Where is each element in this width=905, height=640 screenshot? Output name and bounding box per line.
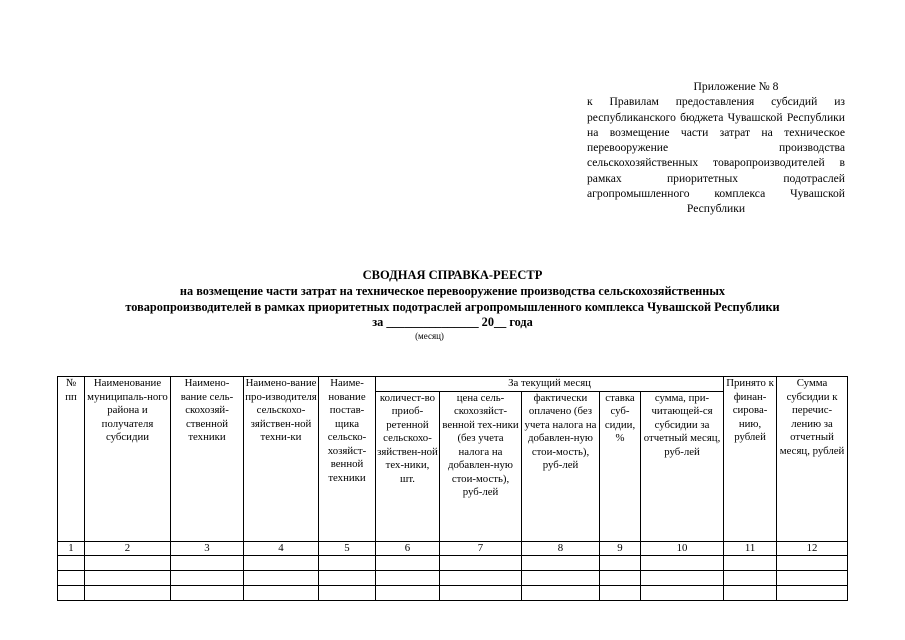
table-cell	[522, 555, 600, 570]
table-cell	[85, 570, 171, 585]
table-cell	[171, 585, 244, 600]
col-header-number: № пп	[58, 377, 85, 542]
table-cell	[440, 555, 522, 570]
table-cell	[58, 570, 85, 585]
column-number: 6	[376, 541, 440, 555]
column-number-row	[58, 541, 848, 555]
table-cell	[522, 585, 600, 600]
table-cell	[319, 570, 376, 585]
table-header-row	[58, 377, 848, 392]
table-cell	[376, 555, 440, 570]
table-cell	[600, 555, 641, 570]
table-cell	[376, 570, 440, 585]
document-subtitle-line-2: товаропроизводителей в рамках приоритетных подотраслей агропромышленного комплекса Чувашской Республики	[125, 299, 780, 314]
col-header-quantity: количест-во приоб-ретенной сельскохо-зяйствен-ной тех-ники, шт.	[376, 391, 440, 541]
col-header-subsidy-total: Сумма субсидии к перечис-лению за отчетный месяц, рублей	[777, 377, 848, 542]
col-header-subsidy-sum: сумма, при-читающей-ся субсидии за отчетный месяц, руб-лей	[641, 391, 724, 541]
table-cell	[440, 585, 522, 600]
column-number: 12	[777, 541, 848, 555]
table-cell	[85, 585, 171, 600]
table-cell	[244, 555, 319, 570]
column-number: 1	[58, 541, 85, 555]
col-header-price: цена сель-скохозяйст-венной тех-ники (без учета налога на добавлен-ную стои-мость), руб-лей	[440, 391, 522, 541]
column-number: 3	[171, 541, 244, 555]
column-number: 4	[244, 541, 319, 555]
col-header-supplier: Наиме-нование постав-щика сельско-хозяйст-венной техники	[319, 377, 376, 542]
table-row	[58, 585, 848, 600]
table-cell	[724, 585, 777, 600]
table-cell	[244, 570, 319, 585]
table-cell	[244, 585, 319, 600]
column-number: 2	[85, 541, 171, 555]
table-cell	[641, 585, 724, 600]
appendix-block	[587, 79, 845, 217]
table-cell	[319, 555, 376, 570]
col-header-manufacturer: Наимено-вание про-изводителя сельскохо-зяйствен-ной техни-ки	[244, 377, 319, 542]
document-subtitle-line-1: на возмещение части затрат на техническое перевооружение производства сельскохозяйственных	[179, 283, 726, 298]
table-cell	[641, 555, 724, 570]
table-cell	[777, 570, 848, 585]
column-number: 8	[522, 541, 600, 555]
table-cell	[600, 570, 641, 585]
col-header-accepted: Принято к финан-сирова-нию, рублей	[724, 377, 777, 542]
month-note: (месяц)	[415, 331, 444, 342]
table-cell	[376, 585, 440, 600]
table-cell	[440, 570, 522, 585]
column-number: 11	[724, 541, 777, 555]
column-number: 7	[440, 541, 522, 555]
table-cell	[85, 555, 171, 570]
table-row	[58, 555, 848, 570]
table-cell	[724, 570, 777, 585]
col-header-paid: фактически оплачено (без учета налога на добавлен-ную стои-мость), руб-лей	[522, 391, 600, 541]
appendix-text: к Правилам предоставления субсидий из республиканского бюджета Чувашской Республики на возмещение части затрат на техническое перевооружение производства сельскохозяйственных товаропроизводителей в рамках приоритетных подотраслей агропромышленного комплекса Чувашской Республики	[587, 95, 845, 216]
column-number: 10	[641, 541, 724, 555]
document-title-block	[40, 268, 865, 342]
column-number: 9	[600, 541, 641, 555]
table-cell	[171, 570, 244, 585]
table-cell	[777, 555, 848, 570]
table-cell	[724, 555, 777, 570]
table-row	[58, 570, 848, 585]
appendix-number: Приложение № 8	[693, 80, 779, 93]
table-cell	[777, 585, 848, 600]
col-header-rate: ставка суб-сидии, %	[600, 391, 641, 541]
col-header-district: Наименование муниципаль-ного района и получателя субсидии	[85, 377, 171, 542]
table-cell	[522, 570, 600, 585]
table-cell	[58, 555, 85, 570]
table-cell	[58, 585, 85, 600]
col-header-current-month: За текущий месяц	[376, 377, 724, 392]
period-line: за _______________ 20__ года	[372, 315, 533, 330]
table-cell	[600, 585, 641, 600]
column-number: 5	[319, 541, 376, 555]
table-cell	[641, 570, 724, 585]
table-cell	[319, 585, 376, 600]
document-title: СВОДНАЯ СПРАВКА-РЕЕСТР	[362, 268, 543, 282]
table-cell	[171, 555, 244, 570]
col-header-equipment: Наимено-вание сель-скохозяй-ственной техники	[171, 377, 244, 542]
registry-table	[57, 376, 848, 601]
